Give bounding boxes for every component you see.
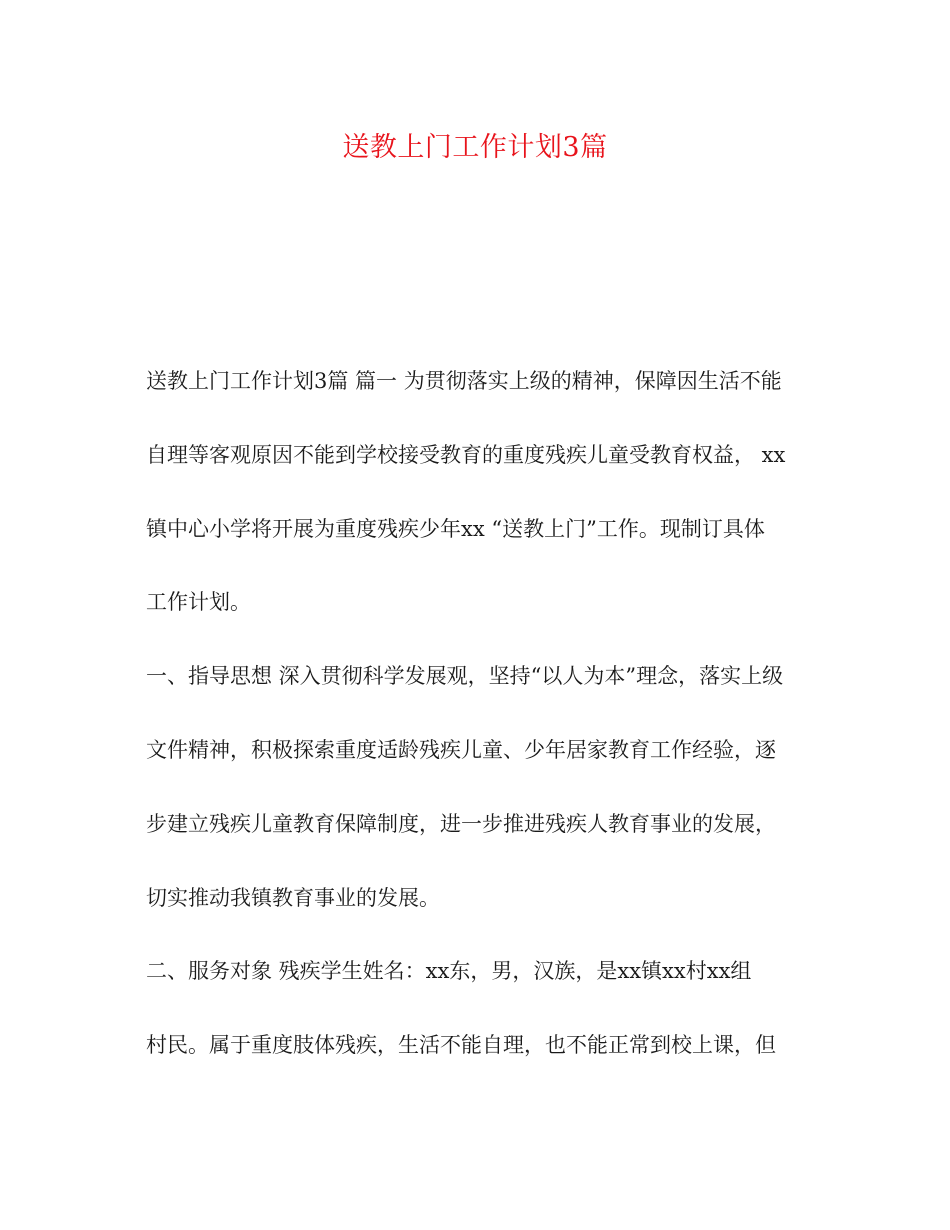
body-line: 镇中心小学将开展为重度残疾少年xx “送教上门”工作。现制订具体 <box>146 516 765 541</box>
body-line: 切实推动我镇教育事业的发展。 <box>146 885 440 910</box>
body-line: 自理等客观原因不能到学校接受教育的重度残疾儿童受教育权益， xx <box>146 442 786 467</box>
body-line: 村民。属于重度肢体残疾，生活不能自理，也不能正常到校上课，但 <box>146 1033 776 1058</box>
body-line: 二、服务对象 残疾学生姓名：xx东，男，汉族，是xx镇xx村xx组 <box>146 959 752 984</box>
document-body <box>146 356 808 1094</box>
body-line: 一、指导思想 深入贯彻科学发展观，坚持“以人为本”理念，落实上级 <box>146 664 784 689</box>
body-line: 送教上门工作计划3篇 篇一 为贯彻落实上级的精神，保障因生活不能 <box>146 369 782 393</box>
body-line: 文件精神，积极探索重度适龄残疾儿童、少年居家教育工作经验，逐 <box>146 737 776 762</box>
body-line: 步建立残疾儿童教育保障制度，进一步推进残疾人教育事业的发展， <box>146 811 776 836</box>
body-line: 工作计划。 <box>146 590 251 615</box>
document-title: 送教上门工作计划3篇 <box>342 132 608 163</box>
